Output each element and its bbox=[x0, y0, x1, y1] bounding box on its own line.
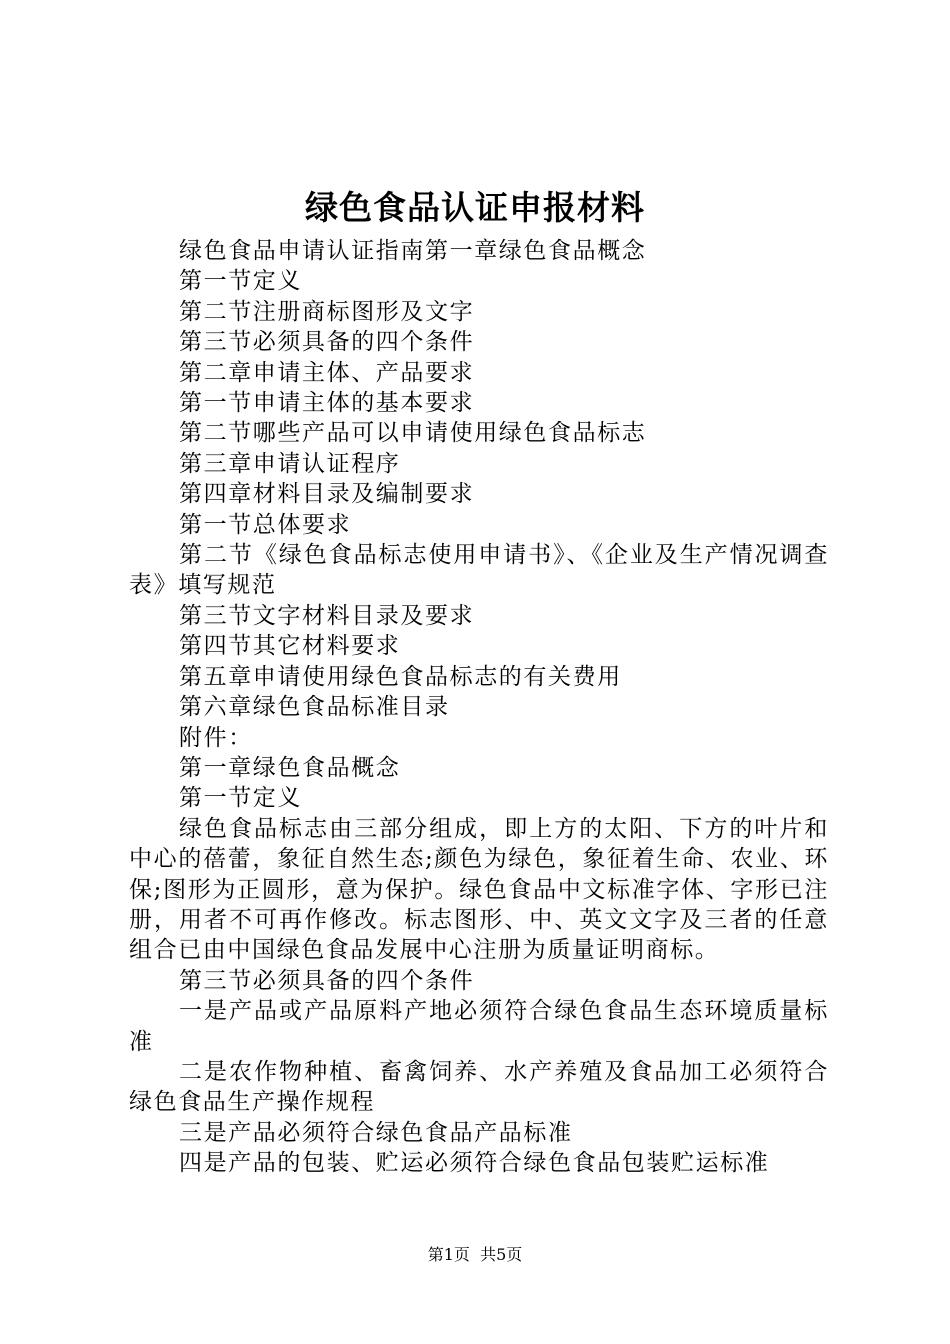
paragraph: 第四节其它材料要求 bbox=[179, 633, 401, 660]
paragraph: 第一节定义 bbox=[179, 268, 302, 295]
paragraph: 第三节文字材料目录及要求 bbox=[179, 602, 475, 629]
paragraph: 第一章绿色食品概念 bbox=[179, 754, 401, 781]
paragraph: 第六章绿色食品标准目录 bbox=[179, 694, 450, 721]
paragraph: 二是农作物种植、畜禽饲养、水产养殖及食品加工必须符合绿色食品生产操作规程 bbox=[129, 1058, 829, 1116]
paragraph: 第一节定义 bbox=[179, 785, 302, 812]
paragraph: 绿色食品申请认证指南第一章绿色食品概念 bbox=[179, 238, 647, 264]
paragraph: 第三节必须具备的四个条件 bbox=[179, 329, 475, 356]
paragraph: 绿色食品标志由三部分组成，即上方的太阳、下方的叶片和中心的蓓蕾，象征自然生态;颜色为绿色，象征着生命、农业、环保;图形为正圆形，意为保护。绿色食品中文标准字体、字形已注册，用者不可再作修改。标志图形、中、英文文字及三者的任意组合已由中国绿色食品发展中心注册为质量证明商标。 bbox=[129, 815, 829, 964]
paragraph: 第一节申请主体的基本要求 bbox=[179, 390, 475, 417]
document-title: 绿色食品认证申报材料 bbox=[305, 188, 645, 227]
paragraph: 第二节注册商标图形及文字 bbox=[179, 298, 475, 325]
paragraph: 第二节哪些产品可以申请使用绿色食品标志 bbox=[179, 420, 647, 447]
page-number: 第1页 共5页 bbox=[427, 1245, 523, 1264]
paragraph: 四是产品的包装、贮运必须符合绿色食品包装贮运标准 bbox=[179, 1150, 770, 1177]
paragraph: 第三章申请认证程序 bbox=[179, 450, 401, 477]
document-body bbox=[129, 236, 829, 1179]
paragraph: 一是产品或产品原料产地必须符合绿色食品生态环境质量标准 bbox=[129, 998, 829, 1055]
paragraph: 三是产品必须符合绿色食品产品标准 bbox=[179, 1119, 573, 1146]
paragraph: 第二章申请主体、产品要求 bbox=[179, 359, 475, 386]
paragraph: 第一节总体要求 bbox=[179, 511, 352, 538]
paragraph: 第二节《绿色食品标志使用申请书》、《企业及生产情况调查表》填写规范 bbox=[129, 542, 829, 599]
paragraph: 第三节必须具备的四个条件 bbox=[179, 967, 475, 994]
paragraph: 第四章材料目录及编制要求 bbox=[179, 481, 475, 508]
paragraph: 附件： bbox=[179, 724, 253, 751]
paragraph: 第五章申请使用绿色食品标志的有关费用 bbox=[179, 663, 622, 690]
page-footer bbox=[0, 1244, 950, 1266]
